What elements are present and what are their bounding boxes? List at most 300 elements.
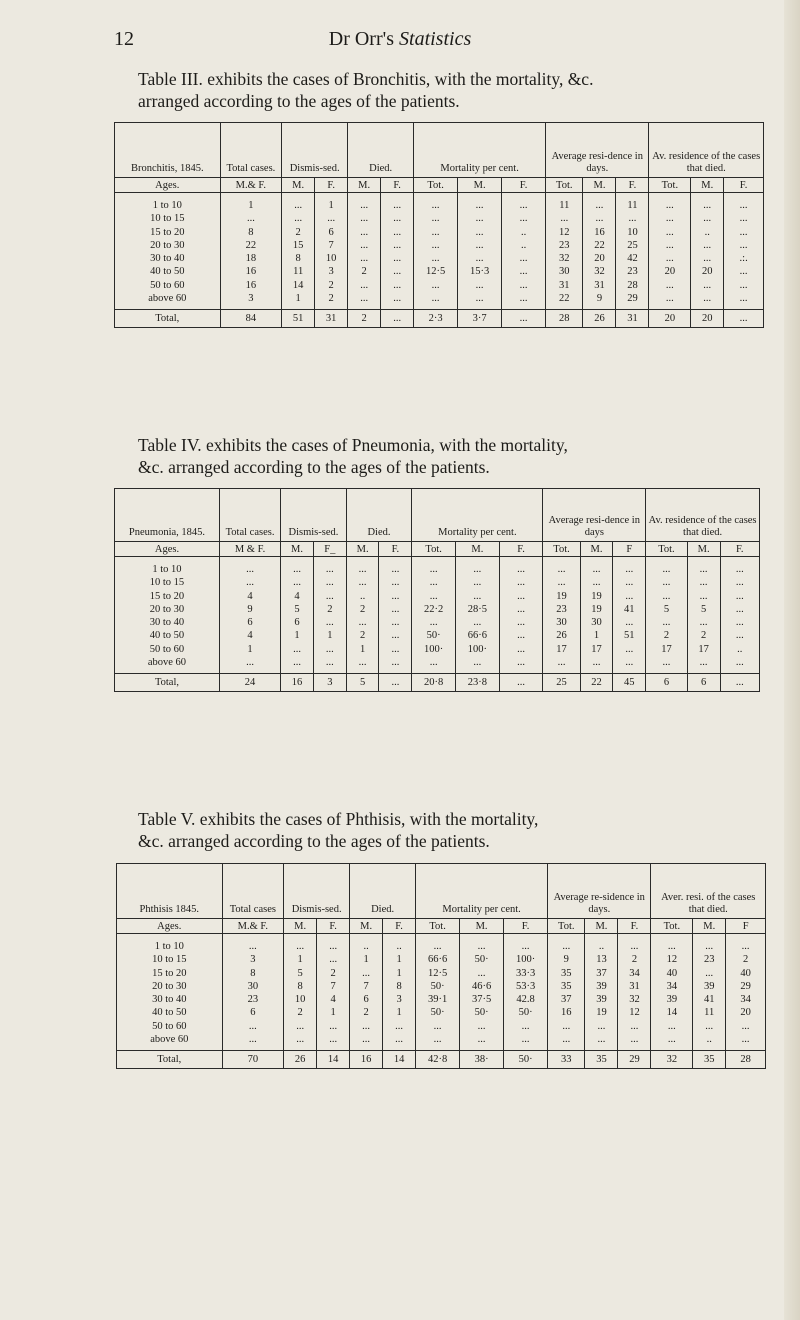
table-cell: ... [329,1020,338,1032]
table-cell: ... [625,577,634,589]
table-cell: 2 [327,603,333,615]
table-4-caption: Table IV. exhibits the cases of Pneumonia, with the mortality, &c. arranged according to the ages of the patients. [138,435,568,477]
table-cell: ... [699,590,708,602]
table-cell: .. [363,941,369,952]
table-cell: 39 [596,980,607,992]
table-cell: ... [735,577,744,589]
data-column [458,193,502,310]
data-column [548,934,585,1051]
table-cell: 2 [328,279,334,291]
table-cell: ... [517,564,526,575]
table-cell: ... [391,603,400,615]
total-cell: 6 [646,674,688,692]
table-cell: ... [517,590,526,602]
table-cell: ... [662,577,671,589]
table-cell: ... [662,617,671,629]
table-cell: 1 [327,630,333,642]
table-cell: 40 [740,967,751,979]
table-cell: 46·6 [471,980,492,992]
table-cell: ... [360,213,369,225]
table-cell: ... [592,564,601,575]
total-cell: 24 [219,674,280,692]
table-cell: 2 [663,630,670,642]
table-cell: ... [429,564,438,575]
table-cell: 1 to 10 [154,941,184,952]
table-cell: .. [598,941,605,952]
table-cell: 50· [430,1007,445,1019]
column-subheader: F. [618,919,651,934]
table-cell: 66·6 [427,954,448,966]
column-subheader: M. [693,919,726,934]
table-cell: ... [475,226,484,238]
column-subheader: M. [460,919,504,934]
table-cell: ... [431,200,440,211]
data-column [499,557,543,674]
total-cell: 28 [726,1051,766,1069]
table-cell: ... [329,941,338,952]
table-cell: ... [395,1034,404,1046]
total-cell: 42·8 [416,1051,460,1069]
table-cell: ... [739,226,748,238]
data-column [414,193,458,310]
column-subheader: M.& F. [222,919,284,934]
table-cell: 41 [703,994,715,1006]
column-subheader: M & F. [219,542,280,557]
table-cell: ... [329,954,338,966]
table-cell: ... [360,239,369,251]
table-cell: 34 [740,994,751,1006]
table-cell: 17 [661,643,672,655]
table-cell: ... [358,577,367,589]
table-cell: ... [362,1020,371,1032]
table-cell: ... [699,657,708,669]
table-cell: ... [294,200,303,211]
table-cell: ... [630,1020,639,1032]
table-cell: 4 [330,994,336,1006]
page-header [0,28,800,58]
table-3 [114,122,764,328]
column-subheader: M.& F. [220,178,282,193]
data-column [412,557,456,674]
table-5 [116,863,766,1069]
table-cell: ... [519,279,528,291]
table-cell: ... [662,590,671,602]
table-cell: 15 to 20 [149,590,185,602]
column-subheader: F. [504,919,548,934]
table-cell: ... [665,279,674,291]
table-cell: 39·1 [427,994,448,1006]
column-subheader: M. [284,919,317,934]
table-cell: ... [703,293,712,305]
table-cell: ... [703,253,712,265]
table-cell: 2 [631,954,638,966]
table-cell: 20 [701,266,713,278]
table-cell: ... [739,266,748,278]
total-cell: ... [724,310,764,328]
table-cell: 23 [559,239,570,251]
table-cell: 32 [559,253,570,265]
data-column [379,557,412,674]
table-cell: ... [557,577,566,589]
table-cell: 35 [561,967,572,979]
table-cell: ... [521,941,530,952]
table-cell: 15 [292,239,304,251]
column-subheader: Tot. [646,542,688,557]
table-cell: 15 to 20 [152,967,187,979]
age-column [117,934,223,1051]
total-cell: 22 [580,674,613,692]
table-cell: 30 [247,980,259,992]
data-column [649,193,691,310]
table-cell: 2 [328,293,334,305]
column-group-header: Died. [346,489,412,542]
table-cell: 1 [363,954,369,966]
table-cell: ... [296,1034,305,1046]
table-cell: ... [735,617,744,629]
table-cell: 8 [250,967,256,979]
table-cell: 34 [666,980,678,992]
table-cell: ... [293,577,301,589]
table-cell: 19 [556,590,567,602]
table-cell: ... [735,630,744,642]
table-cell: 12·5 [425,266,446,278]
column-subheader: Tot. [414,178,458,193]
data-column [546,193,583,310]
table-cell: 9 [596,293,603,305]
table-cell: ... [325,617,334,629]
column-group-header: Phthisis 1845. [117,864,223,919]
column-subheader: M. [348,178,381,193]
column-subheader: F_ [313,542,346,557]
table-cell: 50· [426,630,441,642]
table-cell: .. [359,590,366,602]
table-cell: ... [477,967,486,979]
data-column [502,193,546,310]
table-cell: ... [630,1034,639,1046]
table-cell: 20 to 30 [149,603,185,615]
table-cell: .. [704,226,710,238]
table-cell: 17 [698,643,709,655]
table-cell: ... [429,617,438,629]
table-cell: 8 [295,253,301,265]
table-cell: 16 [245,266,257,278]
data-column [585,934,618,1051]
table-cell: 100· [515,954,536,966]
table-cell: 19 [591,590,602,602]
table-cell: ... [393,266,402,278]
table-cell: ... [625,590,634,602]
total-cell: 33 [548,1051,585,1069]
table-cell: ... [667,1020,676,1032]
table-cell: 40 to 50 [149,630,185,642]
table-cell: 50· [474,954,489,966]
table-cell: 15·3 [469,266,490,278]
table-cell: 2 [359,630,366,642]
total-cell: 26 [583,310,616,328]
table-cell: ... [735,657,744,669]
column-subheader: Tot. [548,919,585,934]
table-cell: 2 [359,603,366,615]
table-cell: 12·5 [427,967,448,979]
table-cell: ... [703,279,712,291]
table-cell: 31 [594,279,605,291]
table-cell: ... [358,564,367,575]
table-cell: 1 [328,200,334,211]
column-group-header: Mortality per cent. [414,123,546,178]
table-cell: 1 [294,630,300,642]
column-group-header: Dismis-sed. [284,864,350,919]
column-group-header: Av. residence of the cases that died. [649,123,764,178]
table-cell: ... [597,1020,606,1032]
column-group-header: Average resi-dence in days. [546,123,649,178]
table-cell: 11 [627,200,638,211]
table-cell: ... [699,564,708,575]
table-cell: 1 [247,643,253,655]
table-cell: ... [739,293,748,305]
table-cell: ... [431,293,440,305]
table-cell: ... [625,617,634,629]
table-cell: ... [735,603,744,615]
data-column [687,557,720,674]
table-cell: 2 [361,266,367,278]
table-cell: 1 [396,967,402,979]
table-cell: 2 [297,1007,303,1019]
column-group-header: Total cases. [219,489,280,542]
table-cell: 1 [593,630,600,642]
column-subheader: M. [687,542,720,557]
column-subheader: M. [346,542,379,557]
table-cell: 20 [664,266,676,278]
column-group-header: Died. [348,123,414,178]
total-cell: 6 [687,674,720,692]
data-column [346,557,379,674]
table-cell: 30 to 40 [152,994,187,1006]
column-subheader: M. [583,178,616,193]
table-cell: 5 [663,603,670,615]
table-cell: 8 [248,226,254,238]
table-cell: ... [391,577,400,589]
table-cell: ... [741,1020,750,1032]
table-cell: 35 [561,980,572,992]
table-cell: ... [393,279,402,291]
total-cell: 16 [281,674,314,692]
column-subheader: F. [315,178,348,193]
table-cell: ... [391,617,400,629]
table-cell: ... [296,941,305,952]
column-subheader: Ages. [115,542,220,557]
column-subheader: M. [350,919,383,934]
table-cell: 28·5 [467,603,487,615]
age-column [115,557,220,674]
column-subheader: F. [383,919,416,934]
total-cell: 2·3 [414,310,458,328]
table-cell: ... [393,253,402,265]
data-column [583,193,616,310]
table-cell: 8 [396,980,402,992]
column-group-header: Bronchitis, 1845. [115,123,221,178]
table-cell: ... [665,213,674,225]
table-cell: ... [703,213,712,225]
age-column [115,193,221,310]
data-column [222,934,284,1051]
column-subheader: Tot. [543,542,580,557]
data-column [315,193,348,310]
table-cell: ... [475,239,484,251]
table-cell: ... [665,239,674,251]
table-cell: ... [562,1020,571,1032]
table-cell: ... [325,577,334,589]
data-column [543,557,580,674]
table-cell: 12 [629,1007,640,1019]
table-cell: ... [246,213,255,225]
total-cell: 38· [460,1051,504,1069]
total-label: Total, [117,1051,223,1069]
table-cell: 11 [704,1007,715,1019]
table-cell: .. [737,643,743,655]
table-cell: ... [395,1020,404,1032]
total-cell: 5 [346,674,379,692]
table-cell: 100· [424,643,444,655]
table-cell: 42 [627,253,638,265]
table-cell: ... [391,564,400,575]
table-cell: 1 [248,200,254,211]
total-cell: 3 [313,674,346,692]
table-cell: ... [519,266,528,278]
column-subheader: F. [499,542,543,557]
table-cell: ... [477,941,486,952]
table-cell: above 60 [148,293,187,305]
table-cell: 5 [700,603,707,615]
table-cell: 5 [294,603,300,615]
table-cell: ... [562,1034,571,1046]
table-cell: 50· [430,980,445,992]
table-cell: ... [667,941,676,952]
table-cell: ... [433,1034,442,1046]
data-column [504,934,548,1051]
column-subheader: Tot. [546,178,583,193]
column-subheader: Tot. [416,919,460,934]
table-5-caption: Table V. exhibits the cases of Phthisis, with the mortality, &c. arranged according to the ages of the patients. [138,809,539,851]
table-cell: ... [665,200,674,211]
table-cell: ... [519,293,528,305]
page-number: 12 [114,28,134,50]
table-cell: ... [517,630,526,642]
data-column [317,934,350,1051]
total-cell: 35 [585,1051,618,1069]
table-cell: 42.8 [516,994,535,1006]
table-cell: .. [520,239,527,251]
table-cell: 10 [325,253,337,265]
table-cell: 2 [330,967,336,979]
table-cell: ... [735,564,744,575]
table-cell: 41 [624,603,635,615]
table-cell: 50 to 60 [152,1020,187,1032]
table-cell: 39 [596,994,607,1006]
table-cell: 1 to 10 [152,564,182,575]
total-cell: 51 [282,310,315,328]
total-cell: 84 [220,310,282,328]
table-cell: 5 [297,967,303,979]
data-column [616,193,649,310]
table-cell: ... [431,253,440,265]
table-cell: ... [662,657,671,669]
column-subheader: Ages. [117,919,223,934]
data-column [618,934,651,1051]
table-cell: ... [475,279,484,291]
data-column [460,934,504,1051]
table-cell: ... [358,657,367,669]
data-column [724,193,764,310]
data-column [313,557,346,674]
table-cell: ... [517,643,526,655]
table-cell: 3 [248,293,254,305]
column-subheader: F. [317,919,350,934]
column-subheader: M. [585,919,618,934]
table-cell: ... [665,226,674,238]
table-cell: 30 [591,617,602,629]
table-cell: 29 [740,980,751,992]
total-cell: 2 [348,310,381,328]
table-cell: ... [705,967,714,979]
column-group-header: Mortality per cent. [412,489,543,542]
table-cell: 29 [627,293,638,305]
data-column [383,934,416,1051]
table-cell: ... [628,213,637,225]
data-column [282,193,315,310]
column-group-header: Av. residence of the cases that died. [646,489,760,542]
table-cell: 17 [591,643,602,655]
table-cell: 23 [627,266,638,278]
table-cell: 37·5 [471,994,492,1006]
table-cell: 34 [629,967,640,979]
table-cell: ... [560,213,569,225]
column-subheader: F. [379,542,412,557]
table-cell: 2 [295,226,301,238]
table-cell: 10 [294,994,306,1006]
table-cell: 50 to 60 [149,643,185,655]
table-cell: ... [246,564,254,575]
table-cell: ... [360,293,369,305]
total-cell: 31 [315,310,348,328]
table-cell: ... [475,253,484,265]
table-cell: ... [557,657,566,669]
total-cell: 45 [613,674,646,692]
table-cell: ... [519,200,528,211]
table-cell: 1 [295,293,301,305]
total-cell: 20 [649,310,691,328]
data-column [416,934,460,1051]
column-subheader: M. [282,178,315,193]
table-cell: 18 [245,253,257,265]
table-cell: ... [325,657,334,669]
table-cell: 4 [247,630,253,642]
table-cell: ... [517,617,526,629]
table-cell: 30 [559,266,570,278]
table-cell: ... [246,657,254,669]
table-cell: 23 [703,954,715,966]
table-cell: ... [391,630,400,642]
data-column [348,193,381,310]
total-cell: 29 [618,1051,651,1069]
table-cell: ... [248,1034,257,1046]
column-subheader: F. [502,178,546,193]
table-cell: 1 [396,1007,402,1019]
data-column [613,557,646,674]
table-cell: 7 [330,980,336,992]
table-cell: ... [393,213,402,225]
table-cell: ... [519,253,528,265]
table-cell: 50 to 60 [150,279,185,291]
